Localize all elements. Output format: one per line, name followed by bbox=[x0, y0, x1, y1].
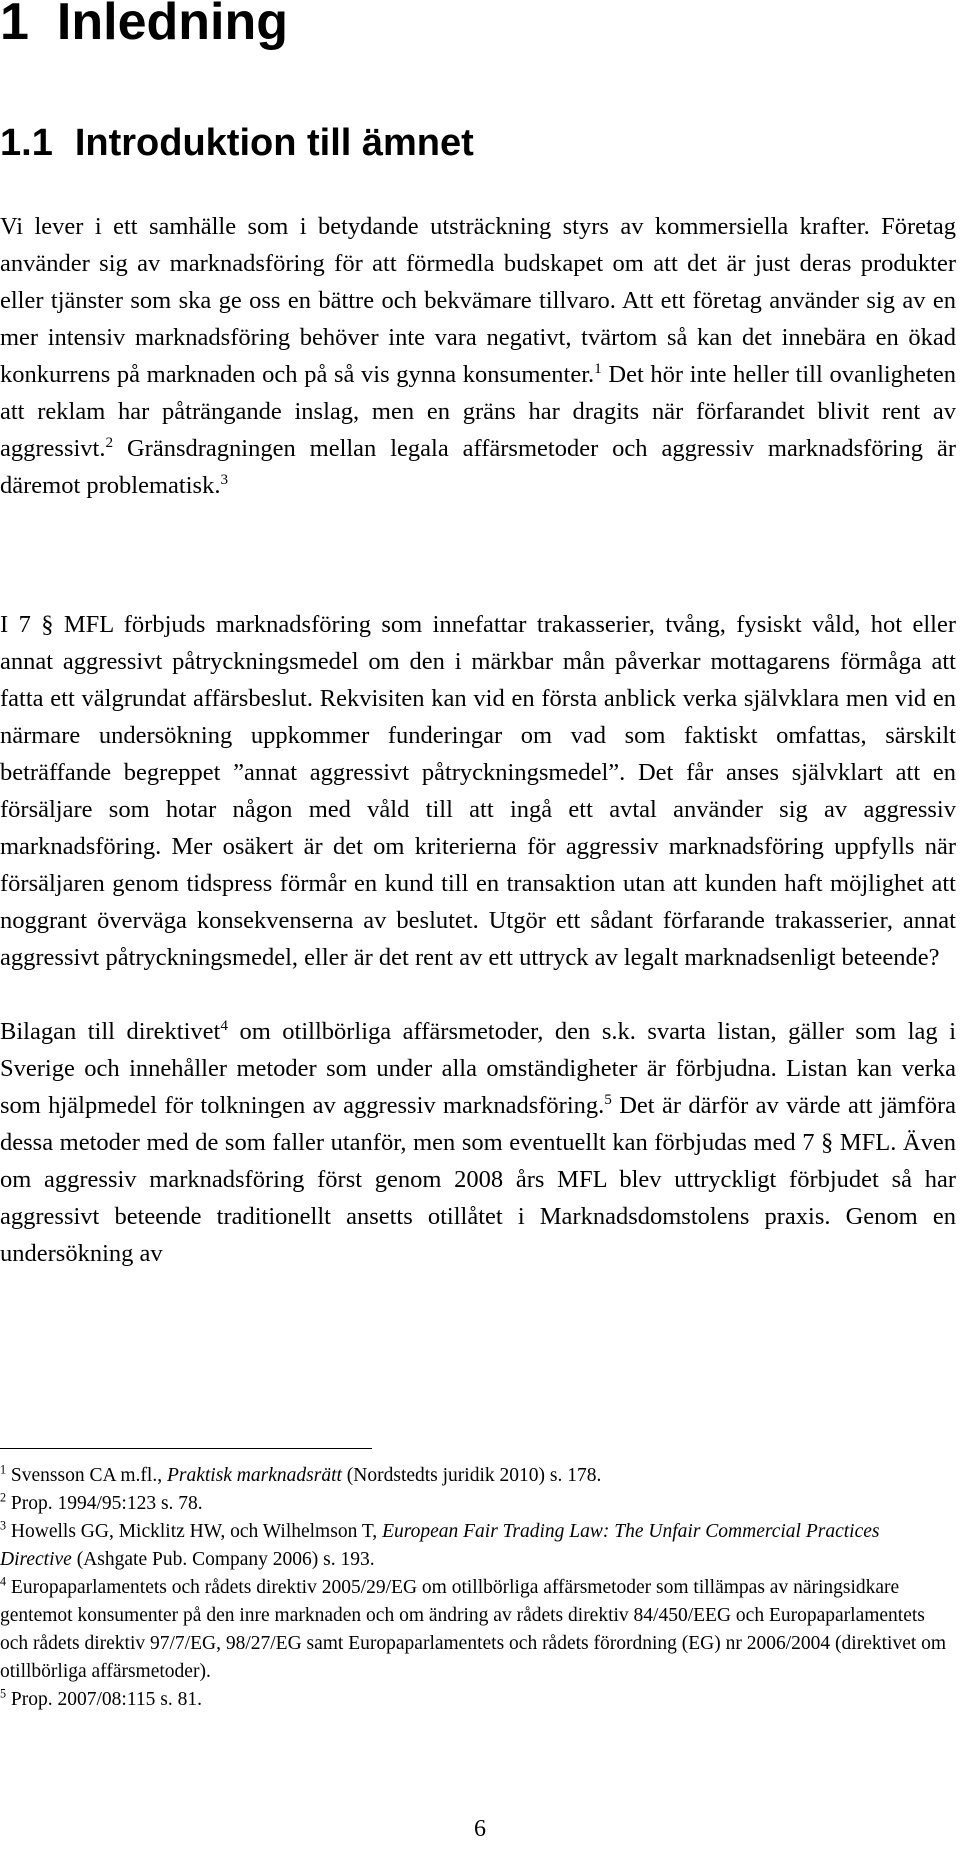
footnote-5 bbox=[0, 1686, 956, 1714]
footnote-ref-1[interactable]: 1 bbox=[594, 359, 602, 377]
paragraph-3-text-a: Bilagan till direktivet bbox=[0, 1018, 221, 1045]
section-number: 1.1 bbox=[0, 122, 53, 164]
footnote-3-text-a: Howells GG, Micklitz HW, och Wilhelmson T, bbox=[6, 1521, 383, 1542]
section-title: Introduktion till ämnet bbox=[74, 122, 474, 164]
footnote-ref-2[interactable]: 2 bbox=[105, 433, 114, 451]
paragraph-1 bbox=[0, 208, 956, 504]
paragraph-3 bbox=[0, 1013, 956, 1272]
footnote-separator bbox=[0, 1448, 372, 1449]
footnotes bbox=[0, 1462, 956, 1714]
footnote-ref-4[interactable]: 4 bbox=[220, 1016, 228, 1034]
footnote-ref-5[interactable]: 5 bbox=[604, 1090, 612, 1108]
paragraph-3-text-b: om otillbörliga affärsmetoder, den s.k. svarta listan, gäller som lag i Sverige och innehåller metoder som under alla omständigheter är förbjudna. Listan kan verka som hjälpmedel för tolkningen av aggressiv marknadsföring. bbox=[0, 1018, 956, 1119]
paragraph-1-text-a: Vi lever i ett samhälle som i betydande utsträckning styrs av kommersiella krafter. Företag använder sig av marknadsföring för att förmedla budskapet om att det är just deras produkter eller tjänster som ska ge oss en bättre och bekvämare tillvaro. Att ett företag använder sig av en mer intensiv marknadsföring behöver inte vara negativt, tvärtom så kan det innebära en ökad konkurrens på marknaden och på så vis gynna konsumenter. bbox=[0, 213, 956, 388]
footnote-5-number: 5 bbox=[0, 1686, 7, 1701]
footnote-1-text-b: (Nordstedts juridik 2010) s. 178. bbox=[341, 1465, 602, 1486]
footnote-2-text: Prop. 1994/95:123 s. 78. bbox=[6, 1493, 203, 1514]
chapter-title: Inledning bbox=[56, 0, 289, 51]
chapter-heading bbox=[0, 0, 288, 52]
footnote-3 bbox=[0, 1518, 956, 1574]
footnote-2-number: 2 bbox=[0, 1490, 7, 1505]
footnote-3-number: 3 bbox=[0, 1518, 7, 1533]
paragraph-1-text-b: Det hör inte heller till ovanligheten att reklam har påträngande inslag, men en gräns har dragits när förfarandet blivit rent av aggressivt. bbox=[0, 361, 956, 462]
footnote-4 bbox=[0, 1574, 956, 1686]
footnote-4-text: Europaparlamentets och rådets direktiv 2005/29/EG om otillbörliga affärsmetoder som tillämpas av näringsidkare gentemot konsumenter på den inre marknaden och om ändring av rådets direktiv 84/450/EEG och Europaparlamentets och rådets direktiv 97/7/EG, 98/27/EG samt Europaparlamentets och rådets förordning (EG) nr 2006/2004 (direktivet om otillbörliga affärsmetoder). bbox=[0, 1577, 947, 1682]
footnote-4-number: 4 bbox=[0, 1574, 7, 1589]
footnote-1 bbox=[0, 1462, 956, 1490]
footnote-3-text-b: (Ashgate Pub. Company 2006) s. 193. bbox=[71, 1549, 375, 1570]
chapter-number: 1 bbox=[0, 0, 29, 51]
footnote-3-title: European Fair Trading Law: The Unfair Commercial Practices Directive bbox=[0, 1521, 880, 1570]
footnote-1-number: 1 bbox=[0, 1462, 7, 1477]
paragraph-2: I 7 § MFL förbjuds marknadsföring som innefattar trakasserier, tvång, fysiskt våld, hot eller annat aggressivt påtryckningsmedel om den i märkbar mån påverkar mottagarens förmåga att fatta ett välgrundat affärsbeslut. Rekvisiten kan vid en första anblick verka självklara men vid en närmare undersökning uppkommer funderingar om vad som faktiskt omfattas, särskilt beträffande begreppet ”annat aggressivt påtryckningsmedel”. Det får anses självklart att en försäljare som hotar någon med våld till att ingå ett avtal använder sig av aggressiv marknadsföring. Mer osäkert är det om kriterierna för aggressiv marknadsföring uppfylls när försäljaren genom tidspress förmår en kund till en transaktion utan att kunden haft möjlighet att noggrant överväga konsekvenserna av beslutet. Utgör ett sådant förfarande trakasserier, annat aggressivt påtryckningsmedel, eller är det rent av ett uttryck av legalt marknadsenligt beteende? bbox=[0, 611, 956, 971]
footnote-1-text-a: Svensson CA m.fl., bbox=[6, 1465, 167, 1486]
paragraph-3-text-c: Det är därför av värde att jämföra dessa metoder med de som faller utanför, men som eventuellt kan förbjudas med 7 § MFL. Även om aggressiv marknadsföring först genom 2008 års MFL blev uttryckligt förbjudet så har aggressivt beteende traditionellt ansetts otillåtet i Marknadsdomstolens praxis. Genom en undersökning av bbox=[0, 1092, 956, 1267]
footnote-5-text: Prop. 2007/08:115 s. 81. bbox=[6, 1689, 202, 1710]
section-heading bbox=[0, 120, 474, 166]
page-number: 6 bbox=[474, 1816, 486, 1842]
footnote-ref-3[interactable]: 3 bbox=[220, 470, 229, 488]
footnote-1-title: Praktisk marknadsrätt bbox=[166, 1465, 342, 1486]
footnote-2 bbox=[0, 1490, 956, 1518]
paragraph-1-text-c: Gränsdragningen mellan legala affärsmetoder och aggressiv marknadsföring är däremot problematisk. bbox=[0, 435, 956, 499]
